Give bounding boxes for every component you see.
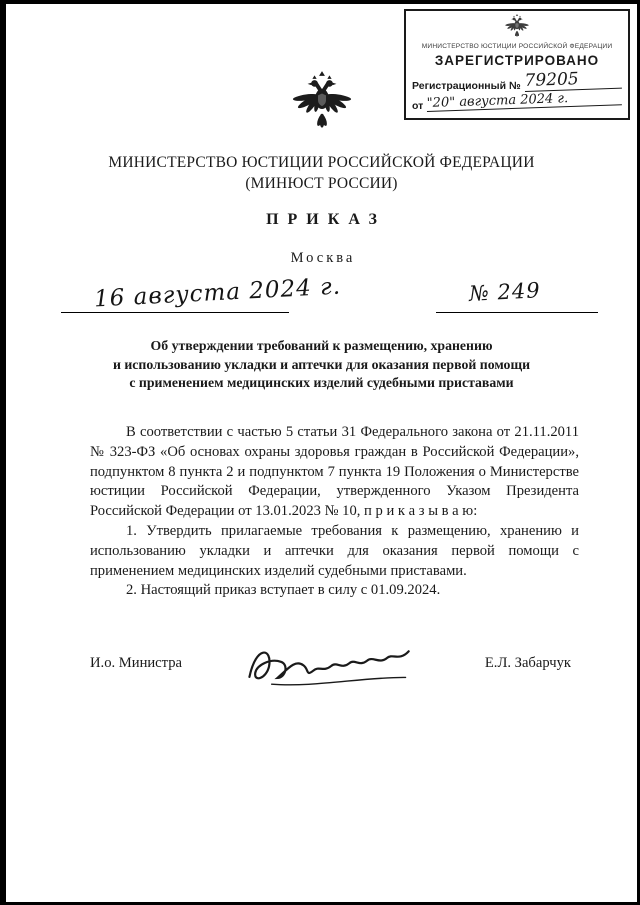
signature-scribble-icon (238, 633, 430, 694)
order-body (90, 423, 579, 601)
subject-heading (46, 337, 597, 393)
registration-stamp (404, 9, 630, 120)
document-type-title: ПРИКАЗ (266, 211, 386, 228)
reg-number-value: 79205 (524, 70, 622, 92)
body-paragraph: В соответствии с частью 5 статьи 31 Федерального закона от 21.11.2011 № 323-ФЗ «Об основах охраны здоровья граждан в Российской Федерации», подпунктом 8 пункта 2 и подпунктом 7 пункта 19 Положения о Министерстве юстиции Российской Федерации, утвержденного Указом Президента Российской Федерации от 13.01.2023 № 10, п р и к а з ы в а ю: (90, 424, 579, 520)
reg-date-row (412, 91, 622, 112)
number-underline (436, 312, 598, 313)
order-number-handwritten: № 249 (468, 278, 542, 306)
signer-name: Е.Л. Забарчук (484, 654, 571, 671)
coat-of-arms-icon (290, 68, 354, 134)
subject-line: Об утверждении требований к размещению, хранению (150, 338, 493, 353)
stamp-agency-title: МИНИСТЕРСТВО ЮСТИЦИИ РОССИЙСКОЙ ФЕДЕРАЦИИ (421, 43, 613, 50)
registered-stamp-label: ЗАРЕГИСТРИРОВАНО (434, 53, 600, 68)
ministry-header (6, 152, 637, 194)
body-paragraph: 1. Утвердить прилагаемые требования к размещению, хранению и использованию укладки и аптечки для оказания первой помощи с применением медицинских изделий судебными приставами. (90, 522, 579, 579)
ministry-name: МИНИСТЕРСТВО ЮСТИЦИИ РОССИЙСКОЙ ФЕДЕРАЦИИ (108, 154, 535, 171)
order-date-handwritten: 16 августа 2024 г. (93, 273, 342, 313)
stamp-coat-of-arms-icon (504, 14, 530, 38)
city-label: Москва (290, 250, 356, 266)
signer-position: И.о. Министра (90, 654, 182, 671)
reg-number-label: Регистрационный № (412, 80, 521, 92)
ministry-short-name: (МИНЮСТ РОССИИ) (245, 175, 398, 192)
reg-number-row (412, 69, 622, 92)
subject-line: и использованию укладки и аптечки для оказания первой помощи (112, 356, 531, 372)
signature-block (90, 636, 571, 690)
reg-date-label: от (412, 100, 424, 112)
subject-line: с применением медицинских изделий судебными приставами (129, 375, 514, 390)
body-paragraph: 2. Настоящий приказ вступает в силу с 01.09.2024. (126, 582, 441, 599)
reg-date-value: "20" августа 2024 г. (427, 90, 622, 112)
date-underline (61, 312, 289, 313)
